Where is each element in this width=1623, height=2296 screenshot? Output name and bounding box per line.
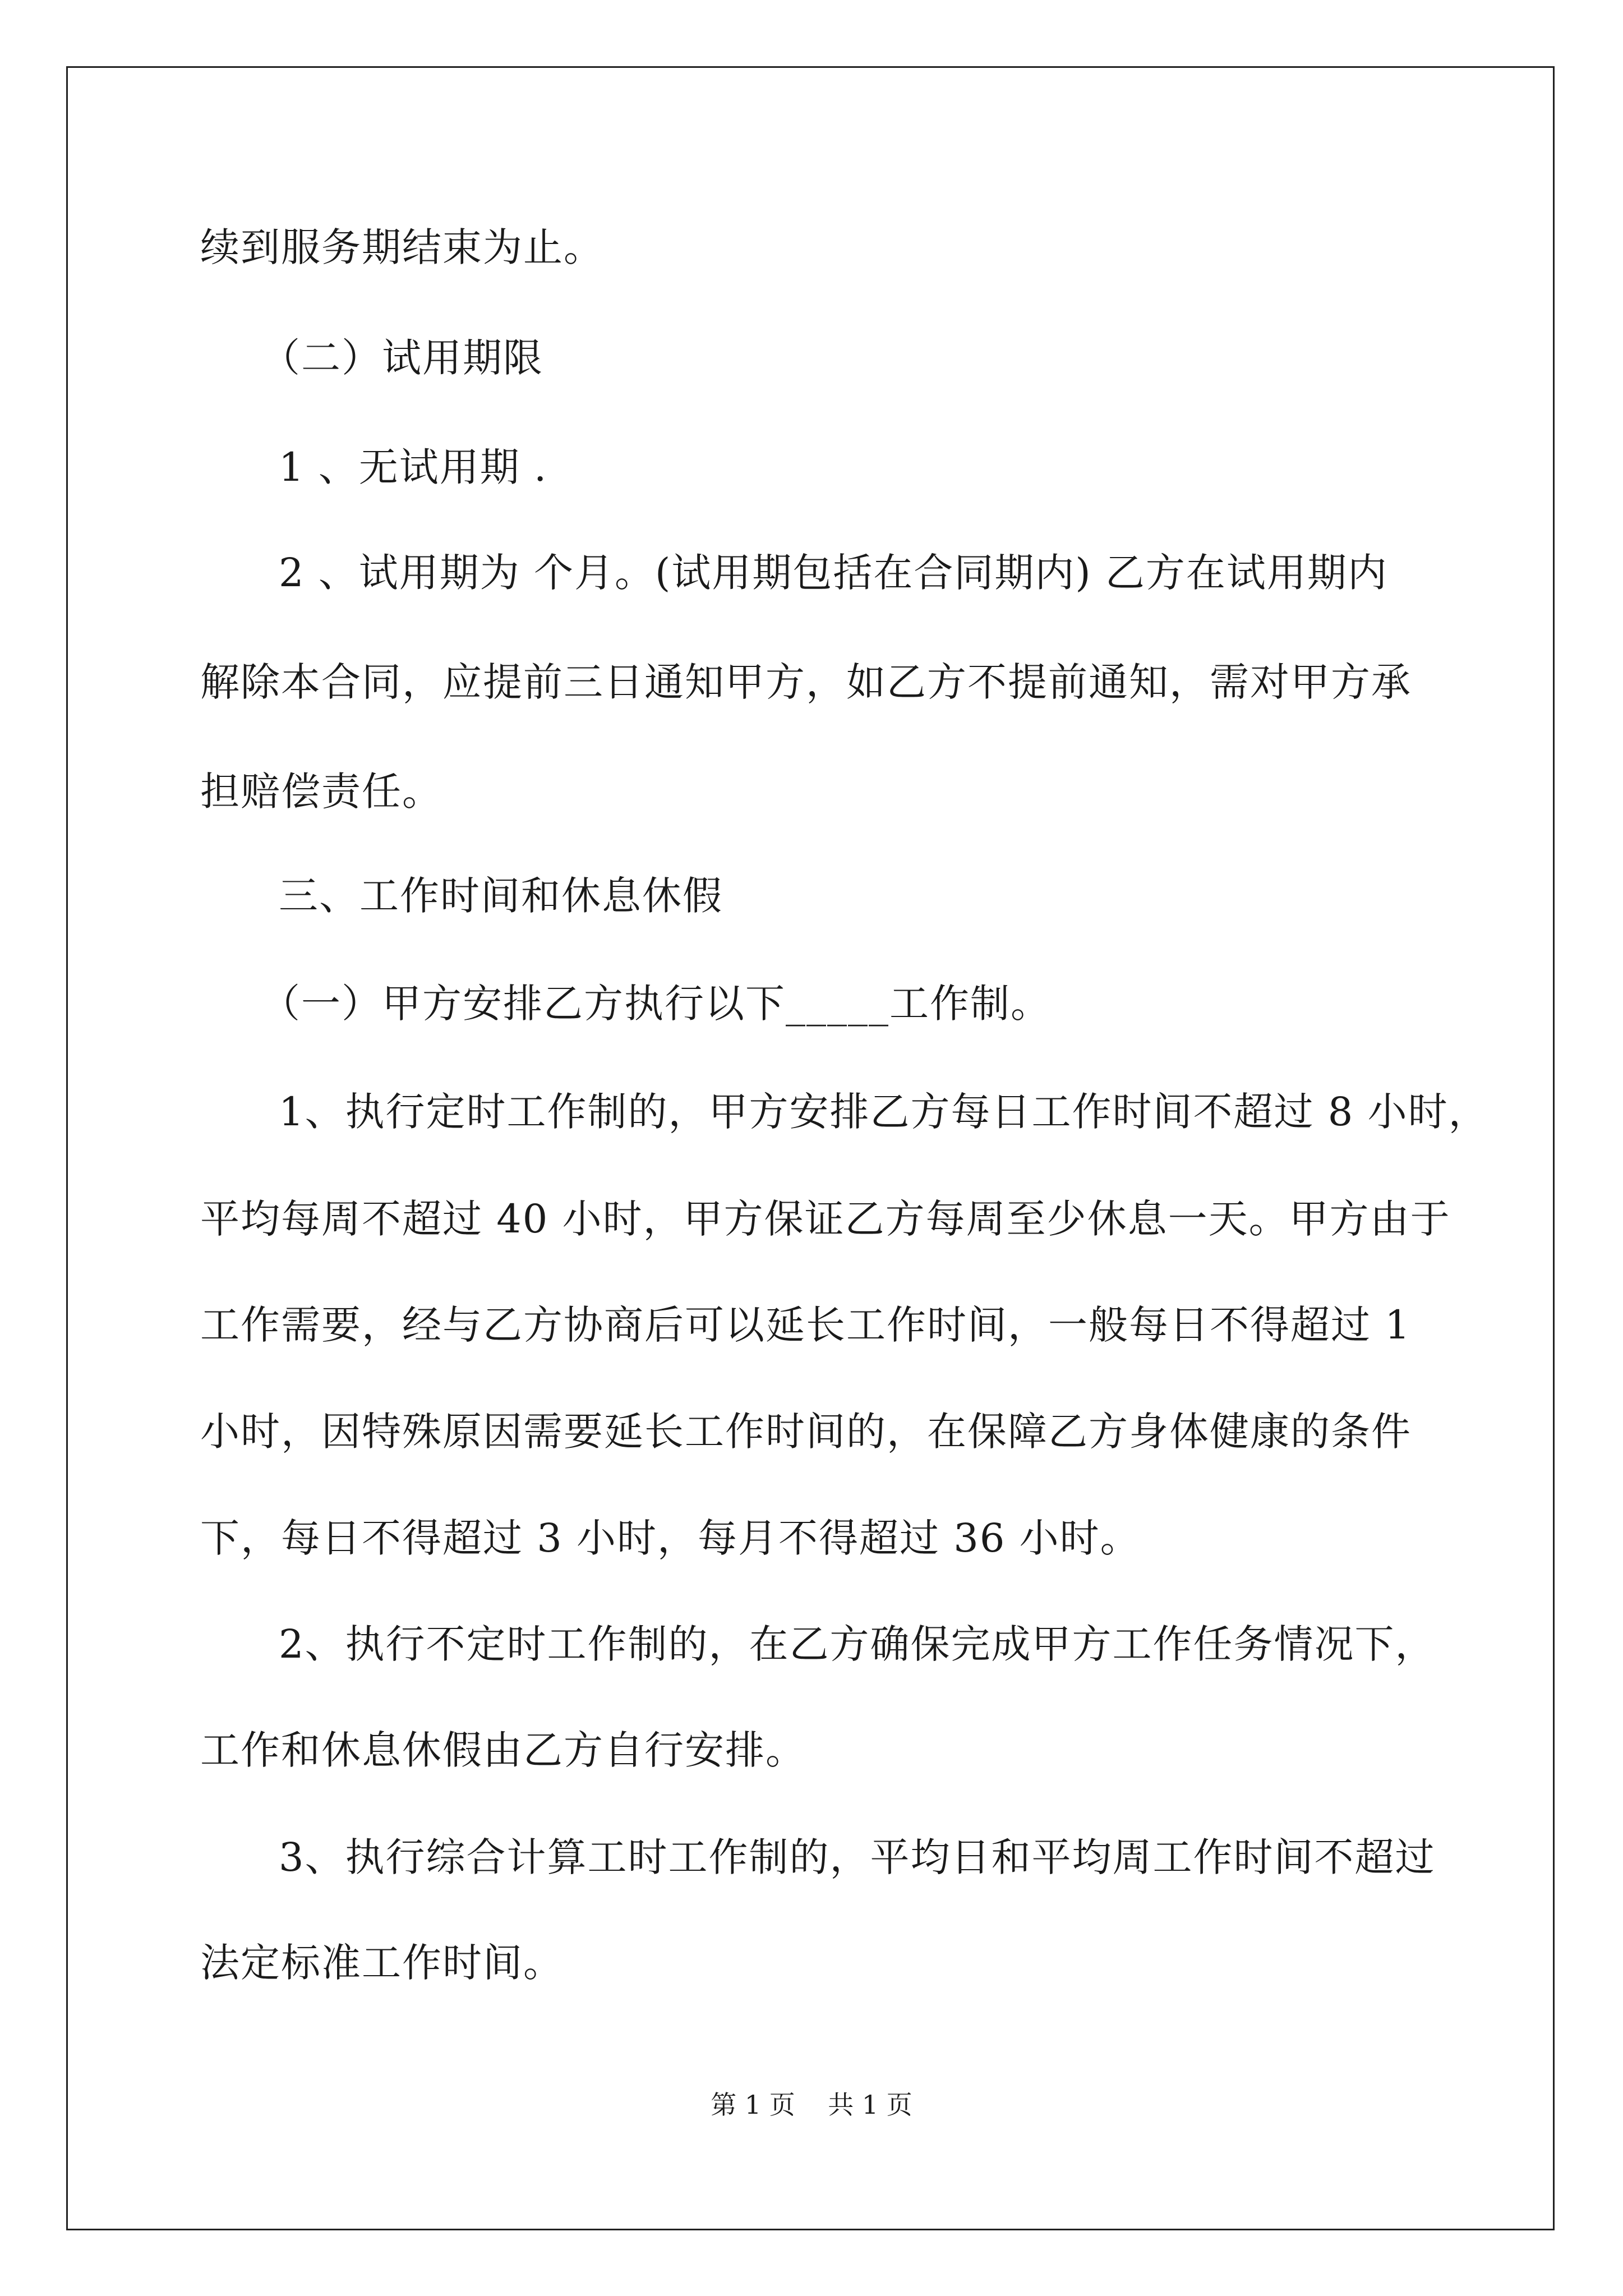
text-line: 小时，因特殊原因需要延长工作时间的，在保障乙方身体健康的条件 — [200, 1409, 1412, 1455]
list-item: 1、执行定时工作制的，甲方安排乙方每日工作时间不超过 8 小时， — [279, 1089, 1489, 1135]
list-item: 2 、试用期为 个月。(试用期包括在合同期内) 乙方在试用期内 — [279, 550, 1388, 596]
list-item: 2、执行不定时工作制的，在乙方确保完成甲方工作任务情况下， — [279, 1621, 1436, 1667]
text-line: 平均每周不超过 40 小时，甲方保证乙方每周至少休息一天。甲方由于 — [200, 1196, 1451, 1242]
section-heading: 三、工作时间和休息休假 — [279, 873, 723, 919]
list-item: 3、执行综合计算工时工作制的，平均日和平均周工作时间不超过 — [279, 1834, 1436, 1880]
text-line: （一）甲方安排乙方执行以下_____工作制。 — [261, 981, 1051, 1027]
page-footer: 第 1 页 共 1 页 — [711, 2090, 912, 2120]
text-line: 下，每日不得超过 3 小时，每月不得超过 36 小时。 — [200, 1515, 1141, 1561]
text-line: 解除本合同，应提前三日通知甲方，如乙方不提前通知，需对甲方承 — [200, 659, 1412, 705]
text-line: 续到服务期结束为止。 — [200, 224, 604, 270]
section-heading: （二）试用期限 — [261, 335, 543, 381]
text-line: 法定标准工作时间。 — [200, 1940, 564, 1986]
page-border — [66, 66, 1555, 2230]
text-line: 工作和休息休假由乙方自行安排。 — [200, 1727, 806, 1773]
list-item: 1 、无试用期 . — [279, 444, 548, 490]
text-line: 担赔偿责任。 — [200, 769, 442, 815]
text-line: 工作需要，经与乙方协商后可以延长工作时间，一般每日不得超过 1 — [200, 1302, 1411, 1348]
